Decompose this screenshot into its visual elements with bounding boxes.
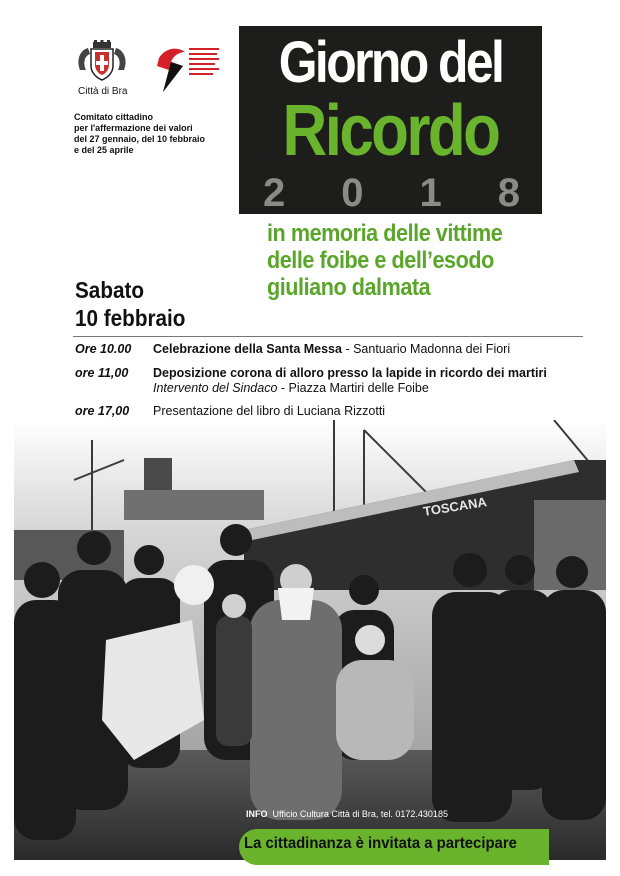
info-text: Ufficio Cultura Città di Bra, tel. 0172.430185 <box>272 809 448 819</box>
event-location: - Santuario Madonna dei Fiori <box>341 342 511 356</box>
event-title: Deposizione corona di alloro presso la lapide in ricordo dei martiri <box>153 366 547 380</box>
committee-line: e del 25 aprile <box>74 145 134 155</box>
year-digit: 8 <box>497 171 520 215</box>
event-desc <box>153 366 593 396</box>
subtitle <box>267 220 537 301</box>
title-line-1: Giorno del <box>278 30 503 95</box>
city-label: Città di Bra <box>78 86 128 97</box>
title-box <box>239 26 542 214</box>
weekday: Sabato <box>75 277 145 303</box>
title-year <box>263 172 520 214</box>
divider <box>73 336 583 337</box>
committee-logo-icon <box>155 44 225 96</box>
event-date <box>75 276 185 332</box>
title-line-2: Ricordo <box>282 91 499 171</box>
subtitle-line: giuliano dalmata <box>267 274 431 301</box>
subtitle-line: delle foibe e dell’esodo <box>267 247 494 274</box>
event-line: Presentazione del libro di Luciana Rizzotti <box>153 404 386 418</box>
ship-name: TOSCANA <box>422 494 488 519</box>
event-time: Ore 10.00 <box>75 342 132 356</box>
event-time: ore 17,00 <box>75 404 130 418</box>
year-digit: 1 <box>419 171 442 215</box>
event-desc <box>153 342 593 357</box>
city-crest-icon <box>74 40 130 82</box>
committee-line: del 27 gennaio, del 10 febbraio <box>74 134 206 144</box>
event-title: Celebrazione della Santa Messa <box>153 342 342 356</box>
event-time: ore 11,00 <box>75 366 129 380</box>
committee-line: Comitato cittadino <box>74 112 153 122</box>
committee-line: per l'affermazione dei valori <box>74 123 193 133</box>
event-note: Intervento del Sindaco <box>153 381 278 395</box>
event-location: - Piazza Martiri delle Foibe <box>277 381 429 395</box>
day: 10 febbraio <box>75 305 186 331</box>
subtitle-line: in memoria delle vittime <box>267 220 503 247</box>
year-digit: 2 <box>263 171 286 215</box>
info-label: INFO <box>246 809 268 819</box>
info-line <box>246 809 448 819</box>
committee-text <box>74 112 234 156</box>
invitation-text: La cittadinanza è invitata a partecipare <box>244 835 517 852</box>
historical-photo <box>14 420 606 860</box>
year-digit: 0 <box>341 171 364 215</box>
